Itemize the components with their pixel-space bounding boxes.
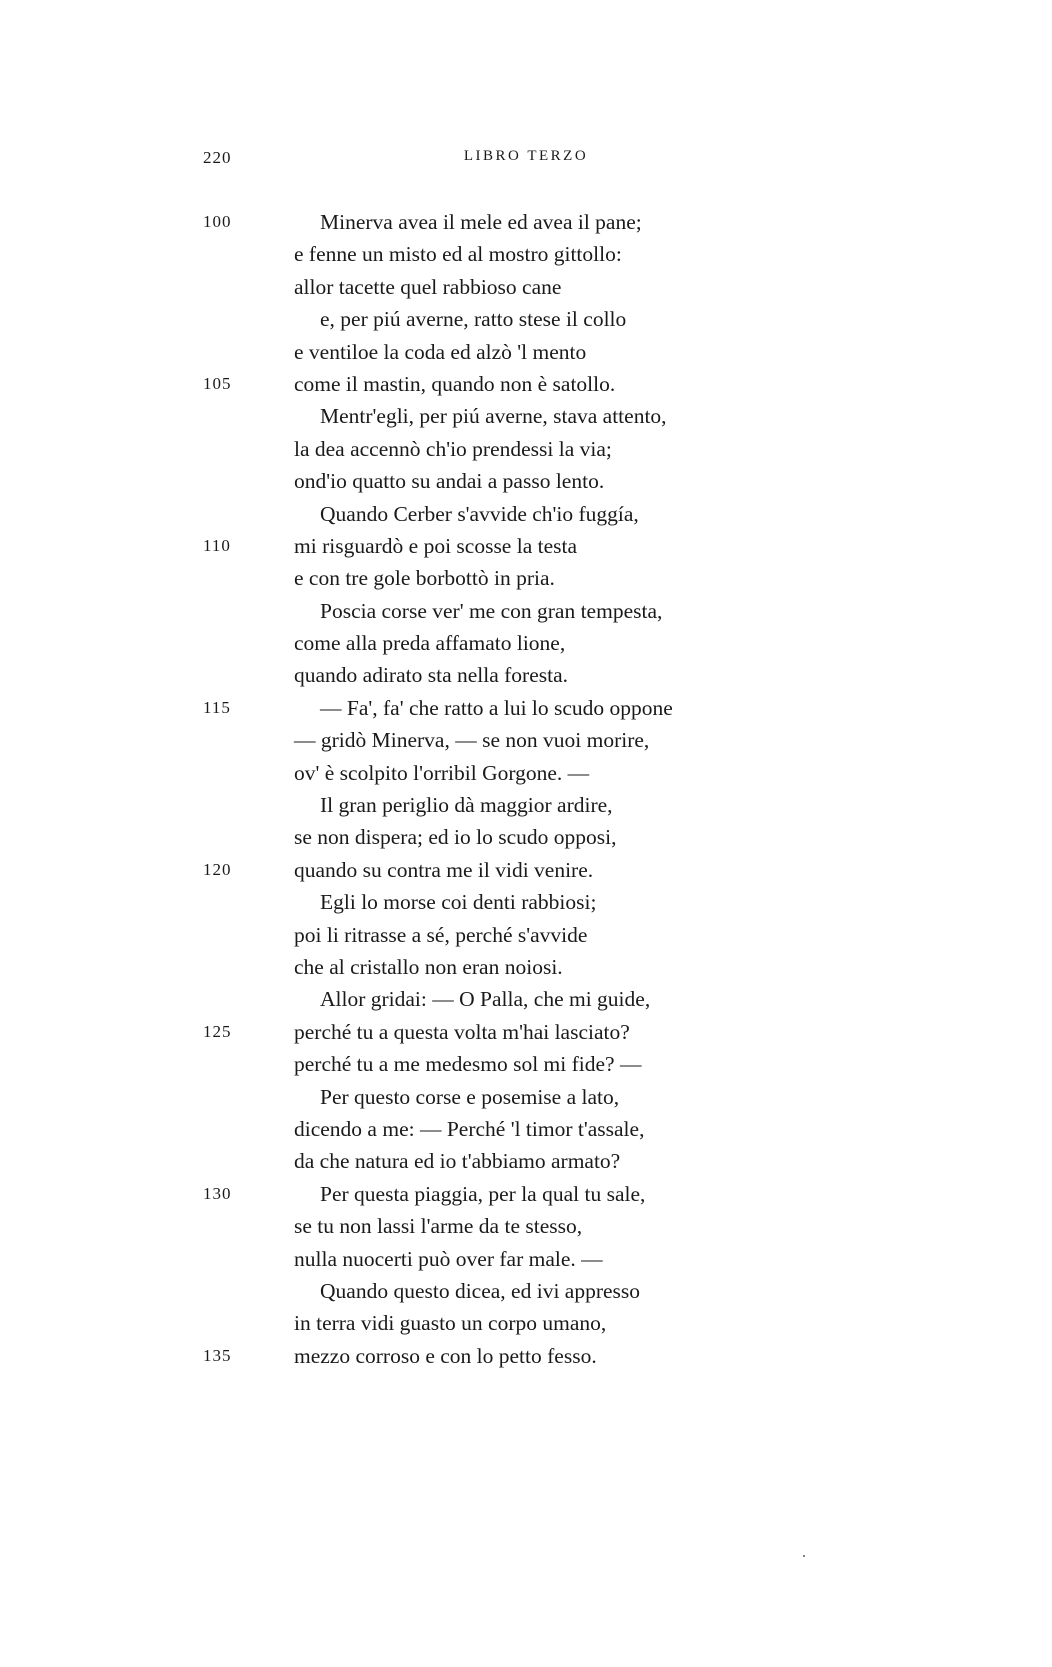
verse-text: Mentr'egli, per piú averne, stava attento,: [320, 404, 667, 429]
verse-line: [0, 336, 1052, 368]
verse-text: Poscia corse ver' me con gran tempesta,: [320, 598, 663, 623]
verse-line: [0, 757, 1052, 789]
verse-text: Allor gridai: — O Palla, che mi guide,: [320, 987, 651, 1012]
verse-line: [0, 1016, 1052, 1048]
verse-line: [0, 983, 1052, 1015]
verse-line: [0, 1243, 1052, 1275]
verse-text: quando su contra me il vidi venire.: [294, 857, 594, 882]
verse-text: Il gran periglio dà maggior ardire,: [320, 793, 613, 818]
verse-text: da che natura ed io t'abbiamo armato?: [294, 1149, 621, 1174]
verse-line: [0, 400, 1052, 432]
verse-line: [0, 1275, 1052, 1307]
page-header: [0, 148, 1052, 178]
verse-text: e con tre gole borbottò in pria.: [294, 566, 555, 591]
verse-line: [0, 1178, 1052, 1210]
verse-text: ov' è scolpito l'orribil Gorgone. —: [294, 760, 590, 785]
verse-text: perché tu a questa volta m'hai lasciato?: [294, 1019, 630, 1044]
line-number: 135: [203, 1345, 232, 1365]
verse-line: [0, 562, 1052, 594]
verse-text: Per questo corse e posemise a lato,: [320, 1084, 620, 1109]
verse-line: [0, 821, 1052, 853]
line-number: 120: [203, 859, 232, 879]
verse-text: dicendo a me: — Perché 'l timor t'assale,: [294, 1116, 645, 1141]
verse-line: [0, 206, 1052, 238]
page-speck: [803, 1555, 805, 1557]
verse-text: Egli lo morse coi denti rabbiosi;: [320, 890, 597, 915]
verse-line: [0, 1210, 1052, 1242]
verse-line: [0, 595, 1052, 627]
page-number: 220: [203, 148, 232, 167]
verse-line: [0, 886, 1052, 918]
running-title: LIBRO TERZO: [463, 148, 589, 164]
verse-text: Minerva avea il mele ed avea il pane;: [320, 210, 642, 234]
verse-line: [0, 238, 1052, 270]
verse-text: e, per piú averne, ratto stese il collo: [320, 307, 627, 332]
verse-line: [0, 1145, 1052, 1177]
verse-text: come il mastin, quando non è satollo.: [294, 371, 616, 396]
verse-line: [0, 1340, 1052, 1372]
verse-line: [0, 627, 1052, 659]
verse-line: [0, 951, 1052, 983]
verse-line: [0, 724, 1052, 756]
verse-line: [0, 854, 1052, 886]
verse-line: [0, 1307, 1052, 1339]
line-number: 115: [203, 697, 231, 717]
verse-text: perché tu a me medesmo sol mi fide? —: [294, 1052, 642, 1077]
verse-line: [0, 692, 1052, 724]
verse-text: e fenne un misto ed al mostro gittollo:: [294, 242, 622, 267]
verse-text: in terra vidi guasto un corpo umano,: [294, 1311, 607, 1336]
verse-text: Per questa piaggia, per la qual tu sale,: [320, 1181, 646, 1206]
verse-line: [0, 368, 1052, 400]
line-number: 130: [203, 1183, 232, 1203]
verse-line: [0, 498, 1052, 530]
verse-text: come alla preda affamato lione,: [294, 631, 566, 656]
verse-line: [0, 1048, 1052, 1080]
verse-text: mi risguardò e poi scosse la testa: [294, 533, 578, 558]
verse-line: [0, 271, 1052, 303]
verse-text: allor tacette quel rabbioso cane: [294, 274, 562, 299]
verse-text: la dea accennò ch'io prendessi la via;: [294, 436, 612, 461]
verse-line: [0, 789, 1052, 821]
verse-text: ond'io quatto su andai a passo lento.: [294, 469, 605, 494]
verse-line: [0, 303, 1052, 335]
verse-line: [0, 659, 1052, 691]
verse-text: e ventiloe la coda ed alzò 'l mento: [294, 339, 587, 364]
verse-text: — Fa', fa' che ratto a lui lo scudo oppone: [320, 695, 673, 720]
verse-text: che al cristallo non eran noiosi.: [294, 954, 563, 979]
verse-line: [0, 1081, 1052, 1113]
verse-text: poi li ritrasse a sé, perché s'avvide: [294, 922, 588, 947]
verse-line: [0, 530, 1052, 562]
verse-line: [0, 465, 1052, 497]
verse-text: Quando Cerber s'avvide ch'io fuggía,: [320, 501, 639, 526]
line-number: 110: [203, 535, 231, 555]
line-number: 105: [203, 373, 232, 393]
verse-line: [0, 433, 1052, 465]
verse-list: [0, 206, 1052, 1372]
verse-text: quando adirato sta nella foresta.: [294, 663, 569, 688]
verse-text: se non dispera; ed io lo scudo opposi,: [294, 825, 617, 850]
verse-text: se tu non lassi l'arme da te stesso,: [294, 1214, 583, 1239]
verse-line: [0, 919, 1052, 951]
verse-text: — gridò Minerva, — se non vuoi morire,: [294, 728, 650, 753]
line-number: 125: [203, 1021, 232, 1041]
verse-text: mezzo corroso e con lo petto fesso.: [294, 1343, 597, 1368]
verse-text: Quando questo dicea, ed ivi appresso: [320, 1278, 641, 1303]
verse-line: [0, 1113, 1052, 1145]
line-number: 100: [203, 212, 232, 231]
verse-text: nulla nuocerti può over far male. —: [294, 1246, 603, 1271]
